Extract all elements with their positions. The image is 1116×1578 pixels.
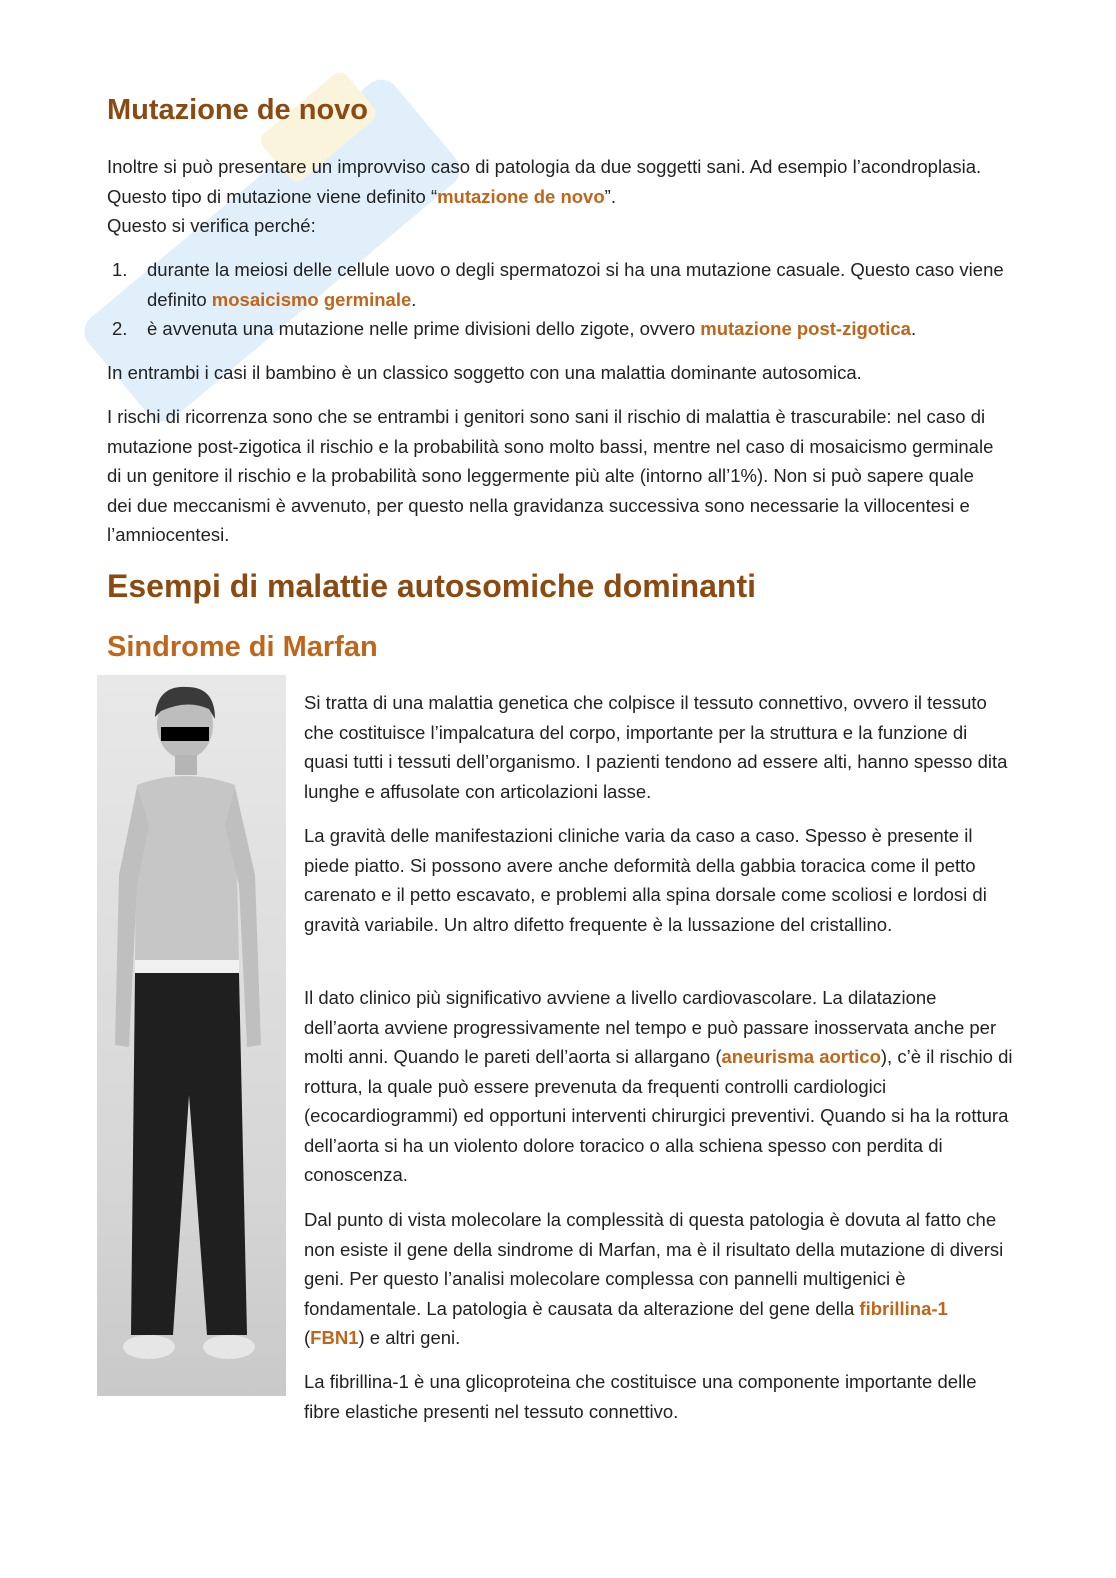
highlight-mutazione-de-novo: mutazione de novo bbox=[437, 185, 605, 207]
highlight-mutazione-post-zigotica: mutazione post-zigotica bbox=[700, 318, 911, 339]
highlight-fibrillina-1: fibrillina-1 bbox=[859, 1297, 948, 1319]
patient-photo bbox=[97, 675, 286, 1396]
highlight-aneurisma-aortico: aneurisma aortico bbox=[721, 1046, 881, 1067]
paragraph-marfan-cardiovascolare: Il dato clinico più significativo avviene a livello cardiovascolare. La dilatazione dell’aorta avviene progressivamente nel tempo e può passare inosservata anche per molti anni. Quando le pareti dell’aorta si allargano (aneurisma aortico), c’è il rischio di rottura, la quale può essere prevenuta da frequenti controlli cardiologici (ecocardiogrammi) ed opportuni interventi chirurgici preventivi. Quando si ha la rottura dell’aorta si ha un violento dolore toracico o alla schiena spesso con perdita di conoscenza. bbox=[304, 987, 1013, 1185]
highlight-mosaicismo-germinale: mosaicismo germinale bbox=[211, 288, 412, 310]
paragraph-marfan-definizione: Si tratta di una malattia genetica che colpisce il tessuto connettivo, ovvero il tessuto che costituisce l’impalcatura del corpo, importante per la struttura e la funzione di quasi tutti i tessuti dell’organismo. I pazienti tendono ad essere alti, hanno spesso dita lunghe e affusolate con articolazioni lasse. bbox=[304, 692, 1008, 802]
heading-esempi: Esempi di malattie autosomiche dominanti bbox=[107, 568, 757, 604]
paragraph-entrambi: In entrambi i casi il bambino è un classico soggetto con una malattia dominante autosomica. bbox=[107, 362, 862, 383]
list-item: 2. è avvenuta una mutazione nelle prime divisioni dello zigote, ovvero mutazione post-zigotica. bbox=[112, 318, 917, 339]
paragraph-intro: Inoltre si può presentare un improvviso caso di patologia da due soggetti sani. Ad esempio l’acondroplasia. Questo tipo di mutazione viene definito “mutazione de novo”. Questo si verifica perché: bbox=[107, 156, 982, 236]
paragraph-marfan-molecolare: Dal punto di vista molecolare la complessità di questa patologia è dovuta al fatto che non esiste il gene della sindrome di Marfan, ma è il risultato della mutazione di diversi geni. Per questo l’analisi molecolare complessa con pannelli multigenici è fondamentale. La patologia è causata da alterazione del gene della fibrillina-1 (FBN1) e altri geni. bbox=[304, 1209, 1004, 1348]
paragraph-marfan-manifestazioni: La gravità delle manifestazioni cliniche varia da caso a caso. Spesso è presente il piede piatto. Si possono avere anche deformità della gabbia toracica come il petto carenato e il petto escavato, e problemi alla spina dorsale come scoliosi e lordosi di gravità variabile. Un altro difetto frequente è la lussazione del cristallino. bbox=[304, 825, 987, 935]
paragraph-rischi: I rischi di ricorrenza sono che se entrambi i genitori sono sani il rischio di malattia è trascurabile: nel caso di mutazione post-zigotica il rischio e la probabilità sono molto bassi, mentre nel caso di mosaicismo germinale di un genitore il rischio e la probabilità sono leggermente più alte (intorno all’1%). Non si può sapere quale dei due meccanismi è avvenuto, per questo nella gravidanza successiva sono necessarie la villocentesi e l’amniocentesi. bbox=[107, 406, 994, 545]
patient-figure-icon bbox=[97, 675, 286, 1396]
list-item: 1. durante la meiosi delle cellule uovo o degli spermatozoi si ha una mutazione casuale. Questo caso viene definito mosaicismo germinale. bbox=[112, 259, 1004, 310]
paragraph-fibrillina: La fibrillina-1 è una glicoproteina che costituisce una componente importante delle fibre elastiche presenti nel tessuto connettivo. bbox=[304, 1371, 977, 1422]
heading-mutazione-de-novo: Mutazione de novo bbox=[107, 94, 368, 126]
heading-sindrome-di-marfan: Sindrome di Marfan bbox=[107, 631, 378, 663]
highlight-fbn1: FBN1 bbox=[310, 1327, 359, 1348]
cause-list bbox=[107, 255, 1007, 344]
